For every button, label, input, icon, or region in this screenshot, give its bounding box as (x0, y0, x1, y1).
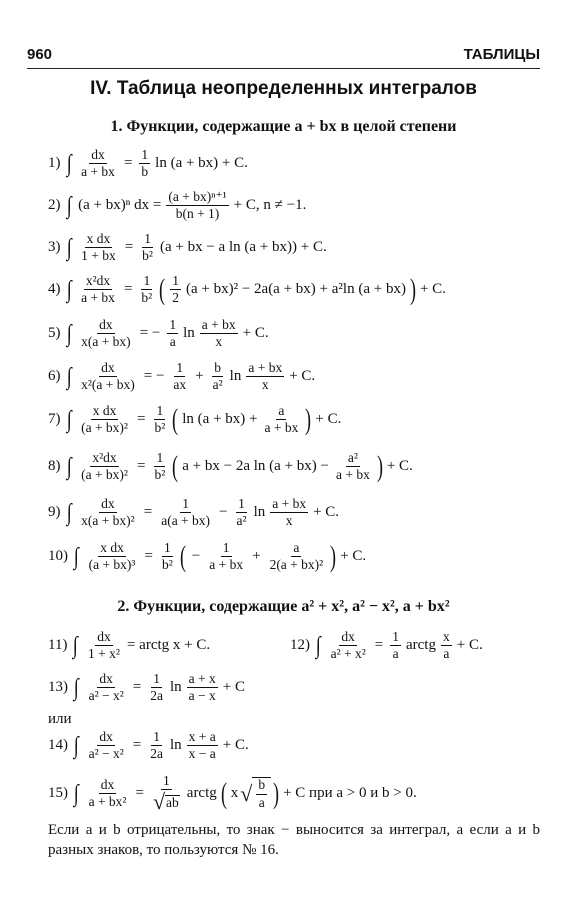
subsection-1-heading: 1. Функции, содержащие a + bx в целой степени (110, 118, 457, 135)
page-title: IV. Таблица неопределенных интегралов (90, 78, 477, 99)
formula-9: 9) ∫ $\frac{dx}{\text{x(a + bx)²}}$ = $\frac{1}{a(a + bx)}$ − $\frac{1}{\text{a²}}$ ln a + bx x + C. (48, 496, 340, 529)
header-rule (27, 68, 540, 69)
formula-15: 15) ∫ $\frac{dx}{\text{a + bx²}}$ = 1 √ ab arctg ( x √ $\frac{b}{a}$ ) + C при a > 0 и b > 0. (48, 773, 417, 815)
formula-12: 12) ∫ $\frac{dx}{\text{a² + x²}}$ = $\frac{1}{a}$ arctg x a + C. (290, 629, 483, 662)
formula-11: 11) ∫ $\frac{dx}{\text{1 + x²}}$ = arctg x + C. (48, 629, 211, 662)
formula-7: 7) ∫ $\frac{\text{x dx}}{\text{(a + bx)²}}$ = $\frac{1}{\text{b²}}$ ( ln (a + bx) + $\frac{a}{a + bx}$ ) + C. (48, 402, 342, 436)
formula-1: 1) ∫ $\frac{dx}{a + bx}$ = $\frac{1}{b}$ ln (a + bx) + C. (48, 147, 248, 180)
formula-3: 3) ∫ $\frac{\text{x dx}}{1 + bx}$ = $\frac{1}{\text{b²}}$ (a + bx − a ln (a + bx)) + C. (48, 231, 327, 264)
note-paragraph: Если a и b отрицательны, то знак − выносится за интеграл, а если a и b разных знаков, то пользуются № 16. (48, 822, 540, 858)
formula-14: 14) ∫ $\frac{dx}{\text{a² − x²}}$ = $\frac{1}{2a}$ ln x + a x − a + C. (48, 729, 249, 762)
section-title: ТАБЛИЦЫ (463, 46, 540, 63)
or-text: или (48, 711, 72, 727)
formula-8: 8) ∫ $\frac{\text{x²dx}}{\text{(a + bx)²}}$ = $\frac{1}{\text{b²}}$ ( a + bx − 2a ln (a + bx) − $\frac{\text{a²}}{a + bx}$ ) + C. (48, 449, 413, 483)
formula-10: 10) ∫ $\frac{\text{x dx}}{\text{(a + bx)³}}$ = $\frac{1}{\text{b²}}$ ( − $\frac{1}{a + bx}$ + $\frac{a}{\text{2(a + bx)²}}$ ) + C. (48, 539, 367, 573)
page-header (27, 46, 540, 68)
formula-2: 2) ∫ (a + bx)ⁿ dx = $\frac{\text{(a + bx)ⁿ⁺¹}}{b(n + 1)}$ + C, n ≠ −1. (48, 189, 307, 222)
formula-6: 6) ∫ $\frac{dx}{\text{x²(a + bx)}}$ = − $\frac{1}{ax}$ + $\frac{b}{\text{a²}}$ ln a + bx x + C. (48, 360, 316, 393)
formula-4: 4) ∫ $\frac{\text{x²dx}}{a + bx}$ = $\frac{1}{\text{b²}}$ ( 1 2 (a + bx)² − 2a(a + bx) + a²ln (a + bx) ) + C. (48, 272, 446, 306)
formula-13: 13) ∫ $\frac{dx}{\text{a² − x²}}$ = $\frac{1}{2a}$ ln a + x a − x + C (48, 671, 245, 704)
page-number: 960 (27, 46, 53, 63)
subsection-2-heading: 2. Функции, содержащие a² + x², a² − x², a + bx² (117, 598, 450, 615)
formula-5: 5) ∫ $\frac{dx}{x(a + bx)}$ = − $\frac{1}{a}$ ln a + bx x + C. (48, 317, 269, 350)
